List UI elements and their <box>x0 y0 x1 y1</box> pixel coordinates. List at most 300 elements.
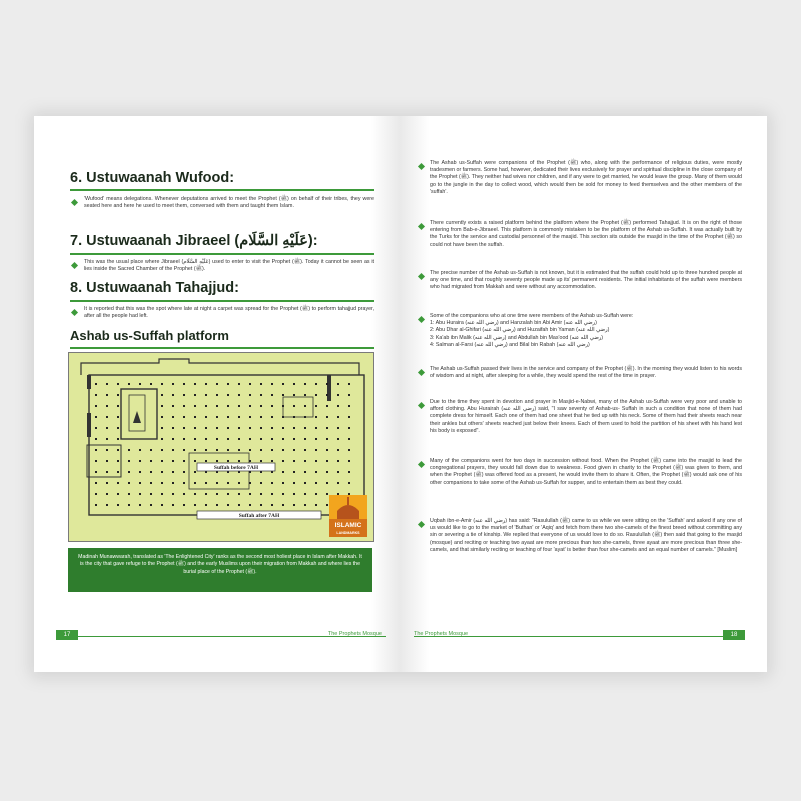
pillar-dot <box>194 405 196 407</box>
pillar-dot <box>348 394 350 396</box>
pillar-dot <box>95 449 97 451</box>
footer-title-left: The Prophets Mosque <box>327 631 382 637</box>
companion-row: 3: Ka'ab ibn Malik (رضي الله عنه) and Abdullah bin Mas'ood (رضي الله عنه) <box>430 334 604 341</box>
pillar-dot <box>326 405 328 407</box>
bullet-icon <box>418 461 425 468</box>
pillar-dot <box>271 460 273 462</box>
pillar-dot <box>117 405 119 407</box>
pillar-dot <box>249 449 251 451</box>
pillar-dot <box>194 438 196 440</box>
pillar-dot <box>227 394 229 396</box>
pillar-dot <box>106 482 108 484</box>
pillar-dot <box>315 493 317 495</box>
pillar-dot <box>348 493 350 495</box>
pillar-dot <box>337 449 339 451</box>
pillar-dot <box>161 394 163 396</box>
pillar-dot <box>106 427 108 429</box>
pillar-dot <box>348 427 350 429</box>
bullet-icon <box>418 223 425 230</box>
pillar-dot <box>117 438 119 440</box>
pillar-dot <box>249 427 251 429</box>
paragraph-wufood: 'Wufood' means delegations. Whenever deputations arrived to meet the Prophet (ﷺ) on behalf of their tribes, they were seated here and here he used to meet them, conversed with them and taught them Islam. <box>84 196 374 210</box>
pillar-dot <box>348 460 350 462</box>
pillar-dot <box>139 482 141 484</box>
pillar-dot <box>249 394 251 396</box>
pillar-dot <box>271 383 273 385</box>
pillar-dot <box>150 504 152 506</box>
pillar-dot <box>106 449 108 451</box>
pillar-dot <box>282 438 284 440</box>
pillar-dot <box>139 383 141 385</box>
pillar-dot <box>315 482 317 484</box>
pillar-dot <box>326 482 328 484</box>
pillar-dot <box>161 460 163 462</box>
pillar-dot <box>216 460 218 462</box>
pillar-dot <box>161 383 163 385</box>
bullet-icon <box>418 273 425 280</box>
pillar-dot <box>205 493 207 495</box>
pillar-dot <box>238 405 240 407</box>
pillar-dot <box>205 460 207 462</box>
pillar-dot <box>315 471 317 473</box>
open-booklet <box>34 116 767 672</box>
pillar-dot <box>238 493 240 495</box>
pillar-dot <box>161 504 163 506</box>
paragraph-3: The precise number of the Ashab us-Suffah is not known, but it is estimated that the suffah could hold up to three hundred people at any one time, and that roughly seventy people made up its' permanent residents. The initial inhabitants of the suffah were members who had migrated from Makkah and were without any accommodation. <box>430 270 742 291</box>
pillar-dot <box>348 449 350 451</box>
pillar-dot <box>238 427 240 429</box>
pillar-dot <box>260 493 262 495</box>
pillar-dot <box>304 394 306 396</box>
paragraph-2: There currently exists a raised platform behind the platform where the Prophet (ﷺ) performed Tahajjud. It is on the right of those entering from Bab-e-Jibraeel. This platform is commonly mistaken to be the platform of the Ashab us-Suffah. It was actually built by the Turks for the service and custodial personnel of the masjid. This section sits outside the masjid in the time of the Prophet (ﷺ) so could not have been the suffah. <box>430 220 742 248</box>
pillar-dot <box>139 493 141 495</box>
pillar-dot <box>348 482 350 484</box>
pillar-dot <box>161 416 163 418</box>
bullet-icon <box>418 163 425 170</box>
pillar-dot <box>337 427 339 429</box>
page-number-left: 17 <box>56 630 78 640</box>
pillar-dot <box>216 482 218 484</box>
svg-text:LANDMARKS: LANDMARKS <box>336 531 360 535</box>
pillar-dot <box>139 460 141 462</box>
pillar-dot <box>150 493 152 495</box>
pillar-dot <box>205 383 207 385</box>
bullet-icon <box>418 316 425 323</box>
pillar-dot <box>271 482 273 484</box>
pillar-dot <box>348 438 350 440</box>
section-heading-wufood: 6. Ustuwaanah Wufood: <box>70 170 235 186</box>
pillar-dot <box>326 427 328 429</box>
pillar-dot <box>172 427 174 429</box>
pillar-dot <box>315 394 317 396</box>
pillar-dot <box>326 471 328 473</box>
pillar-dot <box>337 405 339 407</box>
pillar-dot <box>128 482 130 484</box>
pillar-dot <box>249 416 251 418</box>
paragraph-tahajjud: It is reported that this was the spot where late at night a carpet was spread for the Prophet (ﷺ) to perform tahajjud prayer, after all the people had left. <box>84 306 374 320</box>
bullet-icon <box>418 369 425 376</box>
pillar-dot <box>172 438 174 440</box>
pillar-dot <box>194 427 196 429</box>
pillar-dot <box>194 460 196 462</box>
pillar-dot <box>293 460 295 462</box>
pillar-dot <box>293 405 295 407</box>
pillar-dot <box>315 427 317 429</box>
pillar-dot <box>216 449 218 451</box>
pillar-dot <box>117 460 119 462</box>
pillar-dot <box>150 383 152 385</box>
bullet-icon <box>71 199 78 206</box>
pillar-dot <box>249 383 251 385</box>
pillar-dot <box>216 438 218 440</box>
bullet-icon <box>418 402 425 409</box>
pillar-dot <box>205 438 207 440</box>
heading-rule <box>70 300 374 302</box>
pillar-dot <box>106 438 108 440</box>
pillar-dot <box>117 482 119 484</box>
pillar-dot <box>337 482 339 484</box>
pillar-dot <box>194 482 196 484</box>
pillar-dot <box>293 471 295 473</box>
pillar-dot <box>205 427 207 429</box>
pillar-dot <box>315 416 317 418</box>
pillar-dot <box>282 482 284 484</box>
pillar-dot <box>304 460 306 462</box>
pillar-dot <box>271 449 273 451</box>
pillar-dot <box>172 405 174 407</box>
pillar-dot <box>117 427 119 429</box>
pillar-dot <box>139 449 141 451</box>
pillar-dot <box>238 438 240 440</box>
pillar-dot <box>293 394 295 396</box>
pillar-dot <box>315 383 317 385</box>
pillar-dot <box>150 471 152 473</box>
suffah-title: Ashab us-Suffah platform <box>70 328 229 343</box>
pillar-dot <box>304 504 306 506</box>
pillar-dot <box>117 504 119 506</box>
pillar-dot <box>282 427 284 429</box>
pillar-dot <box>117 471 119 473</box>
pillar-dot <box>326 394 328 396</box>
pillar-dot <box>95 383 97 385</box>
pillar-dot <box>249 438 251 440</box>
pillar-dot <box>282 416 284 418</box>
companion-row: 2: Abu Dhar al-Ghifari (رضي الله عنه) and Huzaifah bin Yaman (رضي الله عنه) <box>430 327 610 334</box>
pillar-dot <box>117 449 119 451</box>
section-heading-jibraeel: 7. Ustuwaanah Jibraeel (عَلَيْهِ السَّلَام): <box>70 233 318 249</box>
caption-box: Madinah Munawwarah, translated as 'The Enlightened City' ranks as the second most holiest place in Islam after Makkah. It is the city that gave refuge to the Prophet (ﷺ) and the early Muslims upon their migration from Makkah and where lies the burial place of the Prophet (ﷺ). <box>68 548 372 592</box>
pillar-dot <box>194 394 196 396</box>
pillar-dot <box>95 394 97 396</box>
pillar-dot <box>172 394 174 396</box>
pillar-dot <box>293 493 295 495</box>
pillar-dot <box>249 504 251 506</box>
pillar-dot <box>95 504 97 506</box>
pillar-dot <box>260 405 262 407</box>
pillar-dot <box>271 405 273 407</box>
pillar-dot <box>183 416 185 418</box>
label-suffah-after: Suffah after 7AH <box>238 513 280 519</box>
pillar-dot <box>271 504 273 506</box>
pillar-dot <box>304 471 306 473</box>
pillar-dot <box>238 394 240 396</box>
pillar-dot <box>161 427 163 429</box>
pillar-dot <box>95 427 97 429</box>
pillar-dot <box>260 383 262 385</box>
pillar-dot <box>106 471 108 473</box>
pillar-dot <box>95 482 97 484</box>
section-heading-tahajjud: 8. Ustuwaanah Tahajjud: <box>70 280 239 296</box>
pillar-dot <box>161 405 163 407</box>
pillar-dot <box>194 416 196 418</box>
pillar-dot <box>282 449 284 451</box>
pillar-dot <box>315 438 317 440</box>
pillar-dot <box>282 383 284 385</box>
pillar-dot <box>150 460 152 462</box>
pillar-dot <box>304 482 306 484</box>
pillar-dot <box>183 427 185 429</box>
pillar-dot <box>117 383 119 385</box>
pillar-dot <box>128 504 130 506</box>
pillar-dot <box>150 449 152 451</box>
pillar-dot <box>183 383 185 385</box>
pillar-dot <box>139 504 141 506</box>
pillar-dot <box>271 416 273 418</box>
pillar-dot <box>128 471 130 473</box>
pillar-dot <box>238 482 240 484</box>
pillar-dot <box>172 471 174 473</box>
pillar-dot <box>172 460 174 462</box>
bullet-icon <box>71 309 78 316</box>
pillar-dot <box>95 460 97 462</box>
pillar-dot <box>337 471 339 473</box>
companions-intro: Some of the companions who at one time were members of the Ashab us-Suffah were: <box>430 313 634 319</box>
paragraph-5: Due to the time they spent in devotion and prayer in Masjid-e-Nabwi, many of the Ashab us-Suffah were very poor and unable to afford clothing. Abu Hurairah (رضي الله عنه) said, "I saw seventy of Ashab-us- Suffah in such a condition that none of them had complete dress for himself. Each one of them had one sheet that he tied up with his neck. Some of them had their sheets reach near their ankles but others' sheets reached just below their knees. Each of them used to hold the partition of his sheet with his hand lest his body is exposed". <box>430 399 742 434</box>
pillar-dot <box>249 482 251 484</box>
pillar-dot <box>271 427 273 429</box>
pillar-dot <box>326 438 328 440</box>
pillar-dot <box>161 438 163 440</box>
pillar-dot <box>194 471 196 473</box>
pillar-dot <box>337 493 339 495</box>
pillar-dot <box>337 460 339 462</box>
pillar-dot <box>183 482 185 484</box>
pillar-dot <box>227 416 229 418</box>
floor-plan-svg <box>69 353 373 541</box>
pillar-dot <box>315 449 317 451</box>
paragraph-7: Uqbah ibn-e-Amir (رضي الله عنه) has said: "Rasulullah (ﷺ) came to us while we were sitting on the 'Suffah' and asked if any one of us would like to go to the market of 'Buthan' or 'Aqiq' and fetch from there two she-camels of the finest breed without committing any sin or severing a tie of kinship. We replied that everyone of us would love to do so. Rasulullah (ﷺ) then said that going to the masjid (mosque) and reciting or teaching two ayaat are more precious than two she-camels, three ayaat are more precious than three she-camels, and that similarly reciting or teaching of four 'ayat' is better than four she-camels and an equal number of camels." [Muslim] <box>430 518 742 553</box>
pillar-dot <box>293 482 295 484</box>
pillar-dot <box>282 493 284 495</box>
pillar-dot <box>315 460 317 462</box>
pillar-dot <box>326 416 328 418</box>
pillar-dot <box>227 427 229 429</box>
pillar-dot <box>216 493 218 495</box>
pillar-dot <box>282 394 284 396</box>
pillar-dot <box>172 449 174 451</box>
pillar-dot <box>304 416 306 418</box>
pillar-dot <box>271 493 273 495</box>
pillar-dot <box>227 504 229 506</box>
pillar-dot <box>260 449 262 451</box>
pillar-dot <box>260 394 262 396</box>
pillar-dot <box>348 405 350 407</box>
pillar-dot <box>216 383 218 385</box>
pillar-dot <box>293 438 295 440</box>
pillar-dot <box>106 416 108 418</box>
pillar-dot <box>216 504 218 506</box>
pillar-dot <box>161 493 163 495</box>
pillar-dot <box>95 471 97 473</box>
pillar-dot <box>260 416 262 418</box>
pillar-dot <box>238 416 240 418</box>
pillar-dot <box>194 383 196 385</box>
pillar-dot <box>260 504 262 506</box>
companions-list <box>430 313 742 349</box>
pillar-dot <box>139 471 141 473</box>
pillar-dot <box>293 427 295 429</box>
heading-rule <box>70 347 374 349</box>
pillar-dot <box>282 504 284 506</box>
pillar-dot <box>216 405 218 407</box>
pillar-dot <box>205 482 207 484</box>
pillar-dot <box>128 449 130 451</box>
pillar-dot <box>326 383 328 385</box>
pillar-dot <box>128 493 130 495</box>
companion-row: 4: Salman al-Farsi (رضي الله عنه) and Bilal bin Rabah (رضي الله عنه) <box>430 341 590 348</box>
pillar-dot <box>161 471 163 473</box>
pillar-dot <box>205 416 207 418</box>
pillar-dot <box>348 416 350 418</box>
pillar-dot <box>282 405 284 407</box>
pillar-dot <box>249 493 251 495</box>
pillar-dot <box>194 449 196 451</box>
right-page <box>400 116 767 672</box>
pillar-dot <box>95 416 97 418</box>
pillar-dot <box>227 405 229 407</box>
pillar-dot <box>227 383 229 385</box>
pillar-dot <box>117 493 119 495</box>
pillar-dot <box>337 438 339 440</box>
pillar-dots <box>95 383 350 506</box>
companion-row: 1: Abu Huraira (رضي الله عنه) and Hanzalah bin Abi Amir (رضي الله عنه) <box>430 320 597 327</box>
pillar-dot <box>315 504 317 506</box>
page-number-right: 18 <box>723 630 745 640</box>
pillar-dot <box>161 482 163 484</box>
pillar-dot <box>95 405 97 407</box>
pillar-dot <box>194 493 196 495</box>
pillar-dot <box>260 427 262 429</box>
pillar-dot <box>326 493 328 495</box>
pillar-dot <box>106 460 108 462</box>
heading-rule <box>70 253 374 255</box>
pillar-dot <box>238 383 240 385</box>
pillar-dot <box>183 460 185 462</box>
pillar-dot <box>106 383 108 385</box>
pillar-dot <box>117 394 119 396</box>
pillar-dot <box>293 449 295 451</box>
pillar-dot <box>216 394 218 396</box>
pillar-dot <box>271 438 273 440</box>
pillar-dot <box>304 438 306 440</box>
pillar-dot <box>260 460 262 462</box>
pillar-dot <box>249 460 251 462</box>
bullet-icon <box>71 262 78 269</box>
pillar-dot <box>106 405 108 407</box>
pillar-dot <box>249 405 251 407</box>
pillar-dot <box>315 405 317 407</box>
pillar-dot <box>216 416 218 418</box>
pillar-dot <box>95 493 97 495</box>
pillar-dot <box>183 493 185 495</box>
pillar-dot <box>227 449 229 451</box>
pillar-dot <box>238 504 240 506</box>
paragraph-6: Many of the companions went for two days in succession without food. When the Prophet (ﷺ) came into the masjid to lead the congregational prayers, they would fall down due to weakness. Food given in charity to the Prophet (ﷺ) was given to them, and when the Prophet (ﷺ) was offered food as a present, he would invite them to share it. Often, the Prophet (ﷺ) would ask one of his other companions to take some of the Ashab us-Suffah for supper, and to entertain them as best they could. <box>430 458 742 486</box>
pillar-dot <box>227 493 229 495</box>
pillar-dot <box>150 482 152 484</box>
pillar-dot <box>183 471 185 473</box>
pillar-dot <box>172 383 174 385</box>
pillar-dot <box>95 438 97 440</box>
pillar-dot <box>183 438 185 440</box>
pillar-dot <box>172 482 174 484</box>
pillar-dot <box>337 383 339 385</box>
pillar-dot <box>227 460 229 462</box>
pillar-dot <box>106 504 108 506</box>
pillar-dot <box>128 460 130 462</box>
pillar-dot <box>205 504 207 506</box>
paragraph-1: The Ashab us-Suffah were companions of the Prophet (ﷺ) who, along with the performance of religious duties, were mostly tradesmen or farmers. Some had, however, dedicated their lives exclusively for prayer and spiritual discipline in the close company of the Prophet (ﷺ). They neither had wives nor children, and if any were to get married, he would leave the group. Many of them would go to the jungle in the day to collect wood, which would then be sold for money to feed themselves and the other members of the 'suffah'. <box>430 160 743 195</box>
pillar-dot <box>304 405 306 407</box>
pillar-dot <box>304 383 306 385</box>
pillar-dot <box>282 460 284 462</box>
svg-text:ISLAMIC: ISLAMIC <box>334 522 362 529</box>
pillar-dot <box>260 438 262 440</box>
islamic-landmarks-logo <box>329 495 367 537</box>
mosque-floor-plan <box>68 352 374 542</box>
pillar-dot <box>326 449 328 451</box>
pillar-dot <box>183 394 185 396</box>
pillar-dot <box>293 416 295 418</box>
pillar-dot <box>183 504 185 506</box>
pillar-dot <box>106 394 108 396</box>
pillar-dot <box>260 482 262 484</box>
pillar-dot <box>227 438 229 440</box>
pillar-dot <box>304 427 306 429</box>
pillar-dot <box>227 482 229 484</box>
pillar-dot <box>304 449 306 451</box>
pillar-dot <box>117 416 119 418</box>
pillar-dot <box>205 394 207 396</box>
pillar-dot <box>172 493 174 495</box>
pillar-dot <box>337 394 339 396</box>
pillar-dot <box>106 493 108 495</box>
pillar-dot <box>293 383 295 385</box>
pillar-dot <box>216 427 218 429</box>
pillar-dot <box>271 394 273 396</box>
pillar-dot <box>304 493 306 495</box>
pillar-dot <box>238 460 240 462</box>
pillar-dot <box>326 504 328 506</box>
pillar-dot <box>128 383 130 385</box>
pillar-dot <box>161 449 163 451</box>
pillar-dot <box>194 504 196 506</box>
paragraph-jibraeel: This was the usual place where Jibraeel (عَلَيْهِ السَّلَام) used to enter to visit the Prophet (ﷺ). Today it cannot be seen as it lies inside the Sacred Chamber of the Prophet (ﷺ). <box>84 259 374 273</box>
pillar-dot <box>282 471 284 473</box>
paragraph-4: The Ashab us-Suffah passed their lives in the service and company of the Prophet (ﷺ). In the morning they would listen to his words of wisdom and at night, after sleeping for a while, they would spend the rest of the time in prayer. <box>430 366 742 380</box>
pillar-dot <box>326 460 328 462</box>
pillar-dot <box>172 416 174 418</box>
